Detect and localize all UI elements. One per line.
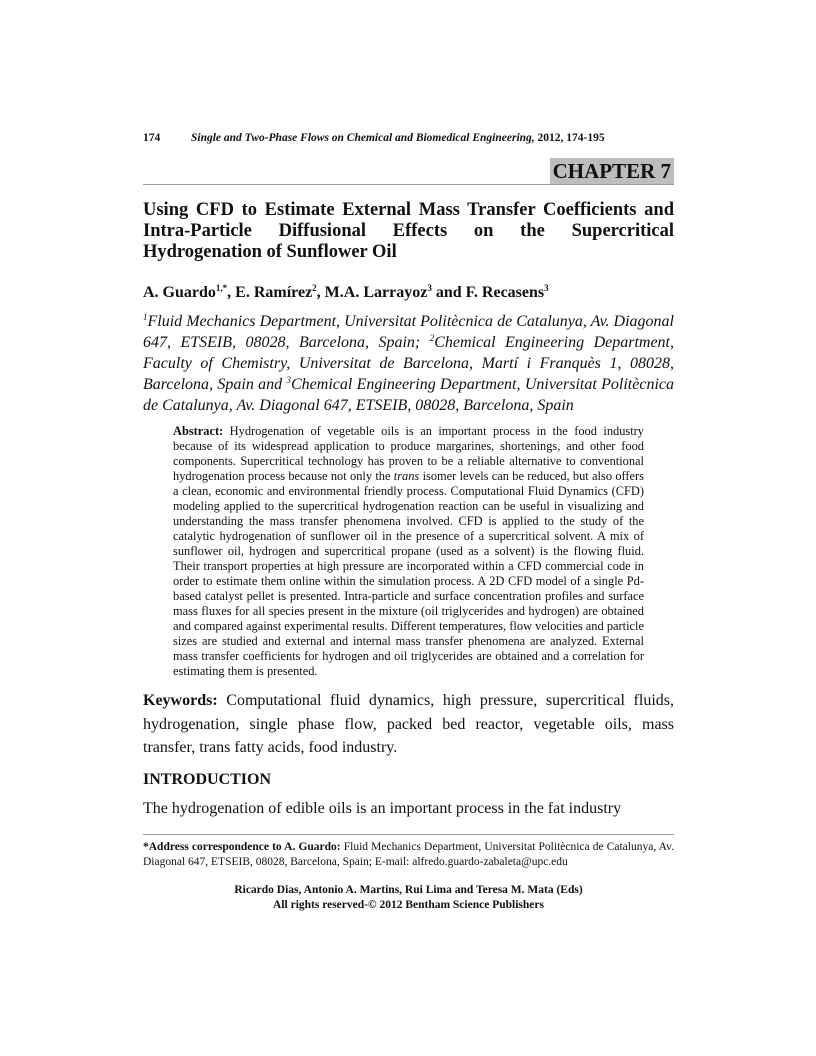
journal-year-pages: 2012, 174-195 — [534, 132, 605, 144]
abstract-text: Hydrogenation of vegetable oils is an important process in the food industry because of its widespread application to produce margarines, shortenings, and other food components. Supercritical technology has proven to be a reliable alternative to conventional hydrogenation process because not only the — [173, 424, 644, 483]
aff-sup: 1 — [143, 312, 148, 322]
section-heading: INTRODUCTION — [143, 770, 272, 788]
header-divider — [143, 184, 674, 185]
chapter-label: CHAPTER 7 — [550, 158, 674, 184]
abstract — [173, 424, 644, 679]
author-sup: 3 — [427, 283, 432, 293]
paper-title — [143, 200, 674, 263]
author-sup: 1,* — [215, 283, 228, 293]
footnote-label: *Address correspondence to A. Guardo: — [143, 840, 341, 853]
journal-title: Single and Two-Phase Flows on Chemical and Biomedical Engineering, — [191, 132, 535, 144]
author-sup: 3 — [544, 283, 549, 293]
abstract-label: Abstract: — [173, 424, 224, 438]
page-number: 174 — [143, 132, 161, 144]
footnote — [143, 840, 674, 870]
publisher-info — [143, 883, 674, 913]
editors: Ricardo Dias, Antonio A. Martins, Rui Lima and Teresa M. Mata (Eds) — [234, 883, 583, 896]
intro-paragraph: The hydrogenation of edible oils is an important process in the fat industry — [143, 799, 622, 817]
abstract-text: isomer levels can be reduced, but also offers a clean, economic and environmental friendly process. Computational Fluid Dynamics (CFD) modeling applied to the supercritical hydrogenation reaction can be useful in visualizing and understanding the mass transfer phenomena involved. CFD is applied to the study of the catalytic hydrogenation of sunflower oil in the presence of a supercritical solvent. A mix of sunflower oil, hydrogen and supercritical propane (used as a solvent) is the flowing fluid. Their transport properties at high pressure are incorporated within a CFD commercial code in order to estimate them online within the simulation process. A 2D CFD model of a single Pd-based catalyst pellet is presented. Intra-particle and surface concentration profiles and surface mass fluxes for all species present in the mixture (oil triglycerides and hydrogen) are obtained and compared against experimental results. Different temperatures, flow velocities and particle sizes are studied and external and internal mass transfer phenomena are analyzed. External mass transfer coefficients for hydrogen and oil triglycerides are obtained and a correlation for estimating them is presented. — [173, 469, 644, 678]
affiliations — [143, 311, 674, 416]
author: A. Guardo — [143, 284, 216, 301]
keywords-label: Keywords: — [143, 692, 218, 709]
affiliation: Fluid Mechanics Department, Universitat Politècnica de Catalunya, Av. Diagonal 647, ETSEIB, 08028, Barcelona, Spain; — [143, 313, 674, 351]
keywords-text: Computational fluid dynamics, high pressure, supercritical fluids, hydrogenation, single phase flow, packed bed reactor, vegetable oils, mass transfer, trans fatty acids, food industry. — [143, 692, 674, 756]
running-header — [143, 132, 605, 144]
author: , E. Ramírez — [227, 284, 313, 301]
footnote-divider — [143, 834, 674, 835]
author-list — [143, 283, 674, 303]
author: and F. Recasens — [431, 284, 545, 301]
copyright: All rights reserved-© 2012 Bentham Science Publishers — [273, 898, 544, 911]
keywords — [143, 689, 674, 760]
title-line: Using CFD to Estimate External Mass Transfer Coefficients and — [143, 200, 674, 220]
author: , M.A. Larrayoz — [316, 284, 428, 301]
title-line: Intra-Particle Diffusional Effects on the Supercritical — [143, 221, 674, 241]
footnote-text: Fluid Mechanics Department, Universitat Politècnica de Catalunya, Av. Diagonal 647, ETSEIB, 08028, Barcelona, Spain; E-mail: alfredo.guardo-zabaleta@upc.edu — [143, 840, 674, 868]
aff-sup: 2 — [429, 333, 435, 343]
affiliation: Chemical Engineering Department, Faculty of Chemistry, Universitat de Barcelona, Martí i Franquès 1, 08028, Barcelona, Spain and — [143, 334, 674, 393]
aff-sup: 3 — [286, 375, 291, 385]
page-body — [143, 200, 674, 913]
title-line: Hydrogenation of Sunflower Oil — [143, 242, 397, 262]
author-sup: 2 — [312, 283, 317, 293]
abstract-italic: trans — [393, 469, 420, 483]
affiliation: Chemical Engineering Department, Universitat Politècnica de Catalunya, Av. Diagonal 647, ETSEIB, 08028, Barcelona, Spain — [143, 376, 674, 414]
